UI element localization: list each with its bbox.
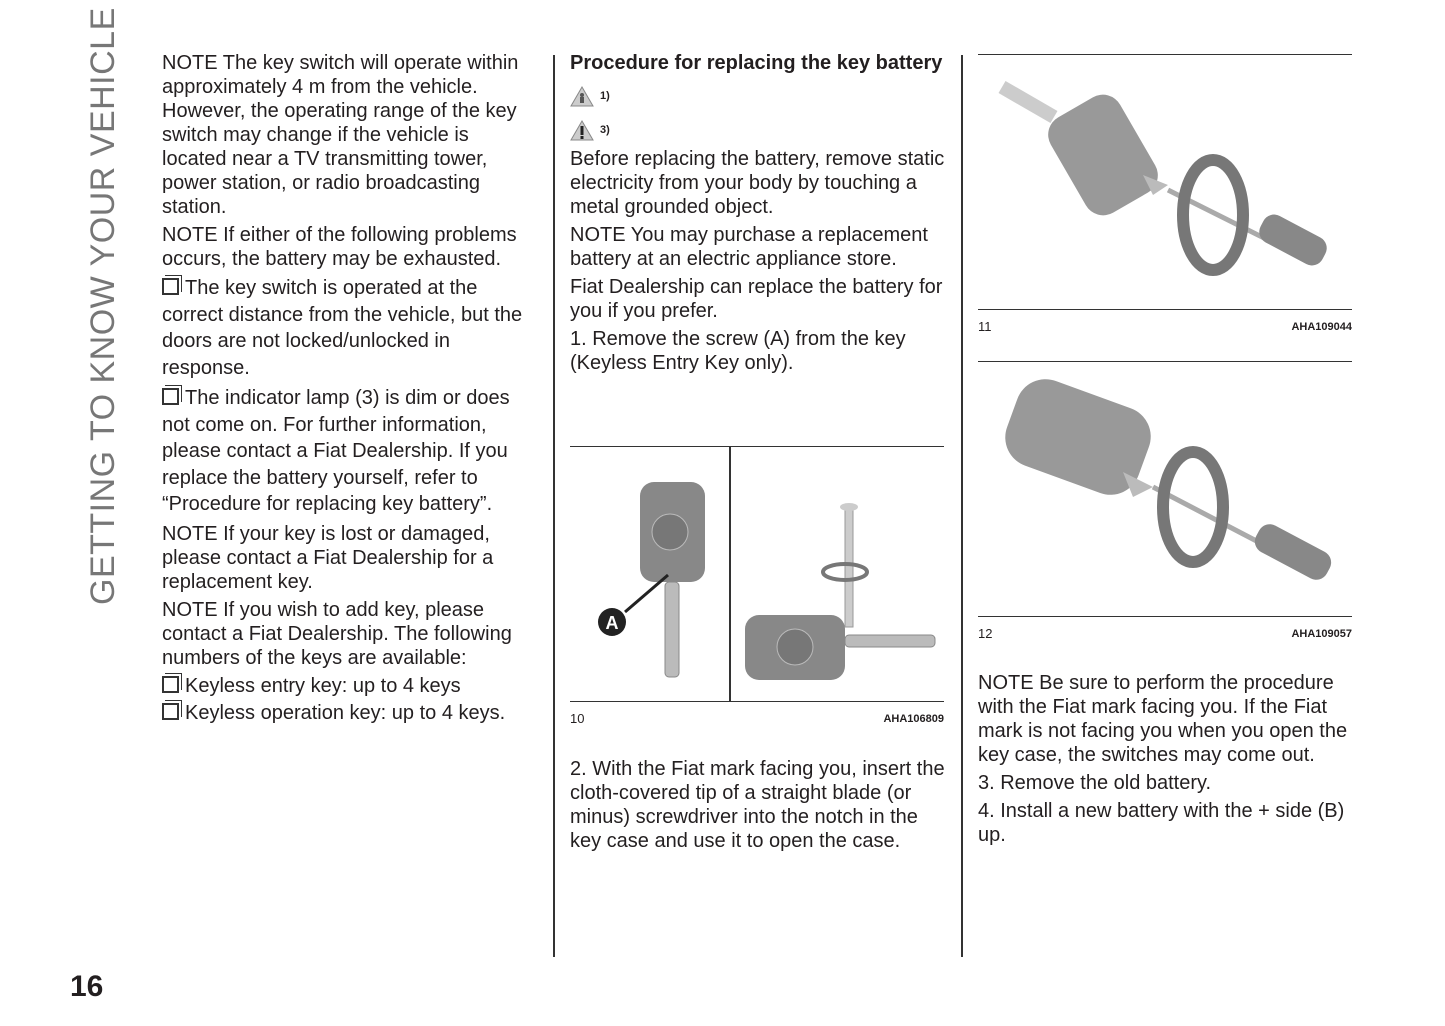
warning-person-icon — [570, 85, 594, 107]
warning-ref: 3) — [570, 113, 945, 147]
figure-10 — [570, 446, 944, 726]
bullet-box-icon — [162, 278, 179, 295]
section-heading: Procedure for replacing the key battery — [570, 52, 943, 74]
key-screw-illustration — [570, 447, 944, 701]
key-case-screwdriver-illustration — [978, 362, 1352, 616]
paragraph: Fiat Dealership can replace the battery for you if you prefer. — [570, 276, 943, 322]
column-1 — [162, 51, 537, 729]
figure-code: AHA109044 — [1291, 321, 1352, 333]
paragraph: 3. Remove the old battery. — [978, 772, 1212, 794]
paragraph: NOTE If your key is lost or damaged, please contact a Fiat Dealership for a replacement key. — [162, 522, 494, 593]
bullet-box-icon — [162, 676, 179, 693]
figure-12 — [978, 361, 1352, 641]
bullet-item: Keyless operation key: up to 4 keys. — [162, 701, 537, 725]
figure-number: 10 — [570, 711, 585, 726]
column-3 — [978, 671, 1353, 851]
bullet-box-icon — [162, 703, 179, 720]
paragraph: 4. Install a new battery with the + side (B) up. — [978, 800, 1345, 846]
open-key-case-illustration — [978, 55, 1352, 309]
column-divider — [553, 55, 555, 957]
figure-number: 12 — [978, 626, 993, 641]
bullet-item: The key switch is operated at the correct distance from the vehicle, but the doors are not locked/unlocked in response. — [162, 277, 523, 379]
figure-11 — [978, 54, 1352, 334]
warning-exclamation-icon — [570, 119, 594, 141]
paragraph: 1. Remove the screw (A) from the key (Keyless Entry Key only). — [570, 328, 906, 374]
paragraph: 2. With the Fiat mark facing you, insert the cloth-covered tip of a straight blade (or minus) screwdriver into the notch in the key case and use it to open the case. — [570, 758, 945, 852]
paragraph: Before replacing the battery, remove static electricity from your body by touching a metal grounded object. — [570, 148, 945, 218]
paragraph: NOTE The key switch will operate within approximately 4 m from the vehicle. However, the operating range of the key switch may change if the vehicle is located near a TV transmitting tower, power station, or radio broadcasting station. — [162, 52, 519, 218]
paragraph: NOTE You may purchase a replacement battery at an electric appliance store. — [570, 224, 928, 270]
bullet-box-icon — [162, 388, 179, 405]
paragraph: NOTE Be sure to perform the procedure with the Fiat mark facing you. If the Fiat mark is not facing you when you open the key case, the switches may come out. — [978, 672, 1348, 766]
section-title: GETTING TO KNOW YOUR VEHICLE — [84, 7, 122, 605]
figure-number: 11 — [978, 319, 992, 334]
figure-code: AHA106809 — [883, 713, 944, 725]
paragraph: NOTE If you wish to add key, please contact a Fiat Dealership. The following numbers of the keys are available: — [162, 598, 512, 669]
page-number: 16 — [70, 970, 104, 1003]
column-divider — [961, 55, 963, 957]
bullet-item: The indicator lamp (3) is dim or does not come on. For further information, please contact a Fiat Dealership. If you replace the battery yourself, refer to “Procedure for replacing key battery”. — [162, 387, 510, 515]
figure-code: AHA109057 — [1291, 628, 1352, 640]
svg-text:A: A — [605, 613, 619, 633]
paragraph: NOTE If either of the following problems occurs, the battery may be exhausted. — [162, 224, 517, 270]
bullet-item: Keyless entry key: up to 4 keys — [162, 674, 537, 698]
column-2-continued — [570, 757, 945, 857]
warning-ref: 1) — [570, 79, 945, 113]
column-2 — [570, 51, 945, 379]
